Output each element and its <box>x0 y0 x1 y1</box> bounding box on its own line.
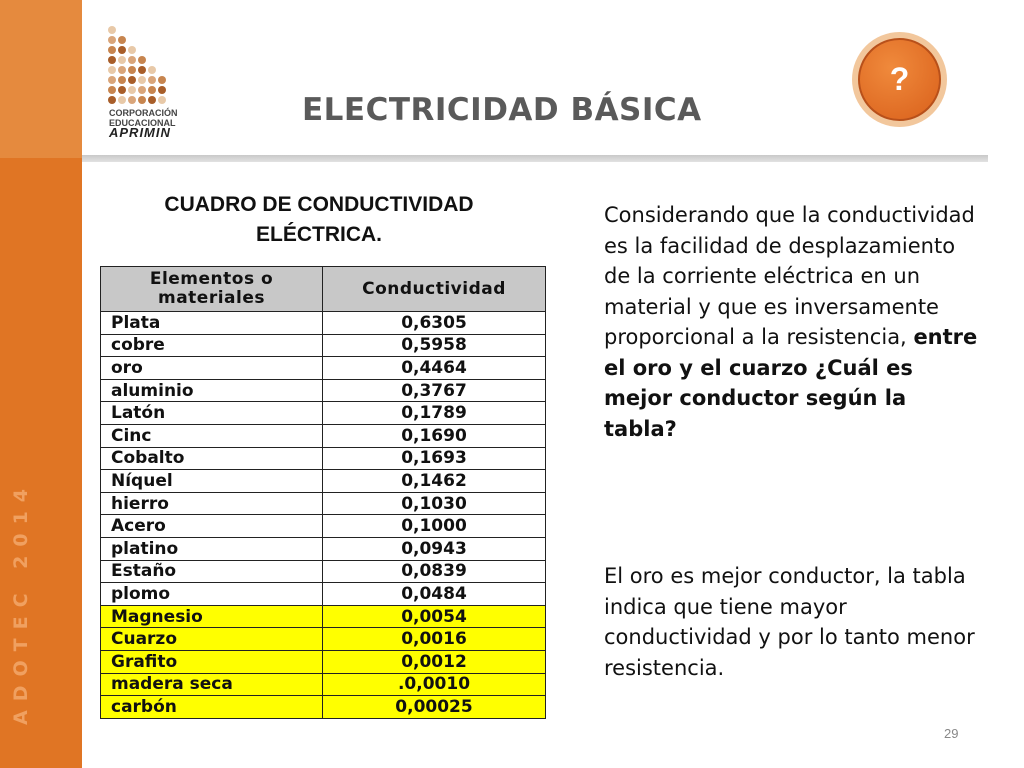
element-cell: plomo <box>101 583 323 606</box>
page-title: ELECTRICIDAD BÁSICA <box>302 92 702 128</box>
logo-dot <box>128 96 136 104</box>
logo-dot <box>148 66 156 74</box>
column-header-element: Elementos o materiales <box>101 267 323 312</box>
logo-dot <box>128 46 136 54</box>
logo-dot <box>128 76 136 84</box>
conductivity-cell: 0,0016 <box>323 628 546 651</box>
logo-line2: EDUCACIONAL <box>109 118 176 128</box>
table-row <box>101 515 546 538</box>
table-row <box>101 379 546 402</box>
element-cell: carbón <box>101 696 323 719</box>
element-cell: oro <box>101 357 323 380</box>
page-number: 29 <box>944 726 959 741</box>
logo-dot <box>158 96 166 104</box>
element-cell: platino <box>101 537 323 560</box>
logo-dot <box>158 76 166 84</box>
conductivity-table <box>100 266 546 719</box>
table-body <box>101 312 546 719</box>
table-row <box>101 560 546 583</box>
logo-dot <box>108 56 116 64</box>
logo-dot <box>108 86 116 94</box>
table-row <box>101 673 546 696</box>
question-mark-icon: ? <box>889 61 910 97</box>
column-header-conductivity: Conductividad <box>323 267 546 312</box>
conductivity-cell: 0,0839 <box>323 560 546 583</box>
help-button[interactable] <box>858 38 941 121</box>
table-row <box>101 628 546 651</box>
sidebar-top-band <box>0 0 82 158</box>
logo-dot <box>108 36 116 44</box>
logo-dot <box>118 56 126 64</box>
element-cell: hierro <box>101 492 323 515</box>
conductivity-cell: .0,0010 <box>323 673 546 696</box>
table-header-row <box>101 267 546 312</box>
logo-dot <box>158 86 166 94</box>
element-cell: Magnesio <box>101 605 323 628</box>
question-text <box>604 200 984 444</box>
conductivity-cell: 0,3767 <box>323 379 546 402</box>
element-cell: cobre <box>101 334 323 357</box>
logo-dot <box>118 96 126 104</box>
conductivity-cell: 0,6305 <box>323 312 546 335</box>
element-cell: aluminio <box>101 379 323 402</box>
logo-dot <box>118 46 126 54</box>
logo-dot <box>118 36 126 44</box>
table-row <box>101 470 546 493</box>
logo-dot <box>138 86 146 94</box>
logo-dot <box>108 26 116 34</box>
conductivity-cell: 0,1462 <box>323 470 546 493</box>
conductivity-cell: 0,00025 <box>323 696 546 719</box>
table-caption-line2: ELÉCTRICA. <box>256 223 382 246</box>
logo-dot <box>108 76 116 84</box>
logo-dot <box>138 66 146 74</box>
question-emphasis: entre el oro y el cuarzo ¿Cuál es mejor conductor según la tabla? <box>604 325 978 441</box>
element-cell: Estaño <box>101 560 323 583</box>
sidebar-vertical-text: ADOTEC 2014 <box>10 479 32 725</box>
conductivity-cell: 0,5958 <box>323 334 546 357</box>
element-cell: Cuarzo <box>101 628 323 651</box>
table-row <box>101 447 546 470</box>
logo-dot <box>148 76 156 84</box>
table-caption-line1: CUADRO DE CONDUCTIVIDAD <box>164 193 474 216</box>
table-row <box>101 492 546 515</box>
element-cell: Latón <box>101 402 323 425</box>
question-intro: Considerando que la conductividad es la facilidad de desplazamiento de la corriente eléctrica en un material y que es inversamente proporcional a la resistencia, <box>604 203 975 349</box>
conductivity-cell: 0,1000 <box>323 515 546 538</box>
logo-dot <box>108 96 116 104</box>
answer-text: El oro es mejor conductor, la tabla indica que tiene mayor conductividad y por lo tanto menor resistencia. <box>604 564 975 680</box>
conductivity-cell: 0,0484 <box>323 583 546 606</box>
logo-dot <box>138 96 146 104</box>
table-row <box>101 696 546 719</box>
conductivity-cell: 0,4464 <box>323 357 546 380</box>
table-row <box>101 537 546 560</box>
logo-dot <box>148 86 156 94</box>
header-divider <box>82 155 988 162</box>
logo-text <box>109 108 178 138</box>
logo-dot <box>118 66 126 74</box>
table-caption <box>104 190 534 250</box>
logo-dot <box>128 56 136 64</box>
logo-brand: APRIMIN <box>109 125 171 140</box>
conductivity-cell: 0,0943 <box>323 537 546 560</box>
conductivity-cell: 0,1690 <box>323 424 546 447</box>
table-row <box>101 312 546 335</box>
conductivity-cell: 0,0054 <box>323 605 546 628</box>
conductivity-cell: 0,0012 <box>323 650 546 673</box>
logo-dot <box>108 66 116 74</box>
table-row <box>101 334 546 357</box>
element-cell: Cobalto <box>101 447 323 470</box>
element-cell: Cinc <box>101 424 323 447</box>
logo-dot <box>128 66 136 74</box>
conductivity-cell: 0,1693 <box>323 447 546 470</box>
table-row <box>101 402 546 425</box>
conductivity-cell: 0,1789 <box>323 402 546 425</box>
logo-dot <box>108 46 116 54</box>
logo-dot <box>118 76 126 84</box>
element-cell: Grafito <box>101 650 323 673</box>
logo-dot <box>138 76 146 84</box>
element-cell: Plata <box>101 312 323 335</box>
logo-dot <box>138 56 146 64</box>
table-row <box>101 357 546 380</box>
conductivity-cell: 0,1030 <box>323 492 546 515</box>
table-row <box>101 650 546 673</box>
logo-dot <box>118 86 126 94</box>
table-row <box>101 583 546 606</box>
element-cell: madera seca <box>101 673 323 696</box>
table-row <box>101 605 546 628</box>
logo-dot <box>148 96 156 104</box>
logo-dot <box>128 86 136 94</box>
logo-line1: CORPORACIÓN <box>109 108 178 118</box>
element-cell: Níquel <box>101 470 323 493</box>
element-cell: Acero <box>101 515 323 538</box>
table-row <box>101 424 546 447</box>
